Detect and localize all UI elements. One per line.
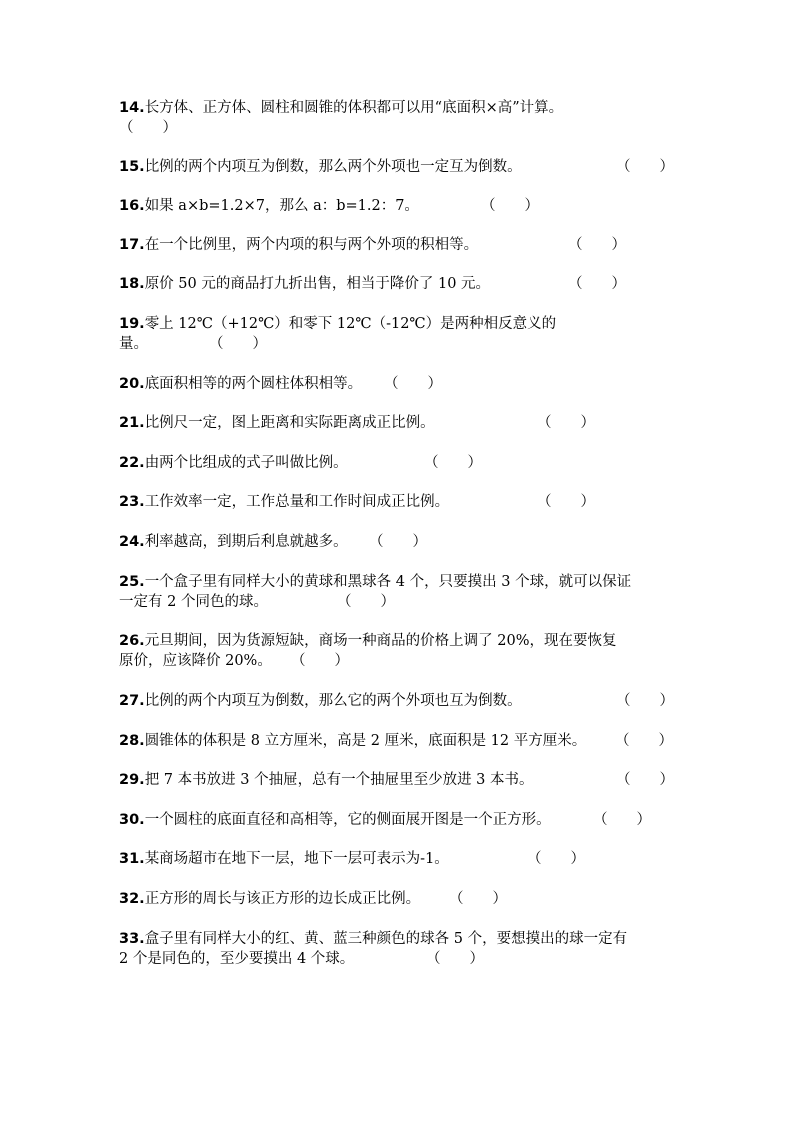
answer-blank: （ ）: [424, 455, 482, 471]
question-number: 27.: [119, 693, 145, 709]
question-15: [119, 157, 674, 177]
question-23: [119, 492, 595, 512]
question-16: [119, 196, 539, 216]
question-text: 由两个比组成的式子叫做比例。: [144, 455, 348, 471]
question-31: [119, 849, 585, 869]
answer-blank: （ ）: [615, 733, 673, 749]
answer-blank: （ ）: [616, 159, 674, 175]
question-text: 长方体、正方体、圆柱和圆锥的体积都可以用“底面积×高”计算。: [144, 100, 564, 116]
question-text: 把 7 本书放进 3 个抽屉，总有一个抽屉里至少放进 3 本书。: [144, 772, 534, 788]
question-text: 工作效率一定，工作总量和工作时间成正比例。: [144, 494, 450, 510]
answer-blank: （ ）: [481, 198, 539, 214]
question-text: 一个圆柱的底面直径和高相等，它的侧面展开图是一个正方形。: [144, 812, 551, 828]
question-text-continued: 原价，应该降价 20%。: [119, 653, 272, 669]
question-text: 比例尺一定，图上距离和实际距离成正比例。: [144, 415, 435, 431]
question-28: [119, 731, 673, 751]
question-text: 正方形的周长与该正方形的边长成正比例。: [144, 891, 421, 907]
question-24: [119, 532, 427, 552]
question-number: 33.: [119, 931, 145, 947]
question-number: 23.: [119, 494, 145, 510]
question-number: 15.: [119, 159, 145, 175]
question-number: 29.: [119, 772, 145, 788]
question-27: [119, 691, 674, 711]
question-number: 21.: [119, 415, 145, 431]
answer-blank: （ ）: [537, 494, 595, 510]
answer-blank: （ ）: [527, 851, 585, 867]
answer-blank: （ ）: [616, 772, 674, 788]
question-text: 底面积相等的两个圆柱体积相等。: [144, 376, 363, 392]
answer-blank: （ ）: [616, 693, 674, 709]
question-33: [119, 929, 627, 969]
question-text: 如果 a×b=1.2×7，那么 a：b=1.2：7。: [144, 198, 419, 214]
answer-blank: （ ）: [426, 951, 484, 967]
answer-blank: （ ）: [291, 653, 349, 669]
question-text: 原价 50 元的商品打九折出售，相当于降价了 10 元。: [144, 276, 491, 292]
answer-blank: （ ）: [369, 534, 427, 550]
question-number: 22.: [119, 455, 145, 471]
question-number: 14.: [119, 100, 145, 116]
answer-blank: （ ）: [449, 891, 507, 907]
question-21: [119, 413, 595, 433]
question-text: 一个盒子里有同样大小的黄球和黑球各 4 个，只要摸出 3 个球，就可以保证: [144, 574, 632, 590]
question-text: 圆锥体的体积是 8 立方厘米，高是 2 厘米，底面积是 12 平方厘米。: [144, 733, 587, 749]
question-number: 32.: [119, 891, 145, 907]
question-30: [119, 810, 651, 830]
question-29: [119, 770, 674, 790]
answer-blank: （ ）: [537, 415, 595, 431]
question-text-continued: 量。: [119, 336, 148, 352]
question-20: [119, 374, 442, 394]
question-number: 24.: [119, 534, 145, 550]
question-text: 在一个比例里，两个内项的积与两个外项的积相等。: [144, 237, 479, 253]
question-text: 利率越高，到期后利息就越多。: [144, 534, 348, 550]
question-number: 26.: [119, 633, 145, 649]
question-number: 30.: [119, 812, 145, 828]
answer-blank: （ ）: [568, 237, 626, 253]
question-text: 比例的两个内项互为倒数，那么两个外项也一定互为倒数。: [144, 159, 522, 175]
answer-blank: （ ）: [119, 120, 177, 136]
question-number: 20.: [119, 376, 145, 392]
question-18: [119, 274, 626, 294]
question-19: [119, 314, 556, 354]
question-number: 25.: [119, 574, 145, 590]
question-number: 17.: [119, 237, 145, 253]
answer-blank: （ ）: [337, 594, 395, 610]
question-text-continued: 一定有 2 个同色的球。: [119, 594, 268, 610]
question-number: 18.: [119, 276, 145, 292]
question-14: [119, 98, 564, 136]
question-number: 19.: [119, 316, 145, 332]
question-text: 某商场超市在地下一层，地下一层可表示为-1。: [144, 851, 449, 867]
answer-blank: （ ）: [209, 336, 267, 352]
question-25: [119, 572, 631, 612]
question-32: [119, 889, 507, 909]
question-number: 31.: [119, 851, 145, 867]
question-number: 28.: [119, 733, 145, 749]
question-text-continued: 2 个是同色的，至少要摸出 4 个球。: [119, 951, 355, 967]
question-22: [119, 453, 482, 473]
answer-blank: （ ）: [568, 276, 626, 292]
question-17: [119, 235, 626, 255]
question-text: 比例的两个内项互为倒数，那么它的两个外项也互为倒数。: [144, 693, 522, 709]
question-number: 16.: [119, 198, 145, 214]
answer-blank: （ ）: [593, 812, 651, 828]
answer-blank: （ ）: [384, 376, 442, 392]
question-text: 元旦期间，因为货源短缺，商场一种商品的价格上调了 20%，现在要恢复: [144, 633, 617, 649]
question-26: [119, 631, 617, 671]
question-text: 盒子里有同样大小的红、黄、蓝三种颜色的球各 5 个，要想摸出的球一定有: [144, 931, 628, 947]
question-text: 零上 12℃（+12℃）和零下 12℃（-12℃）是两种相反意义的: [144, 316, 557, 332]
